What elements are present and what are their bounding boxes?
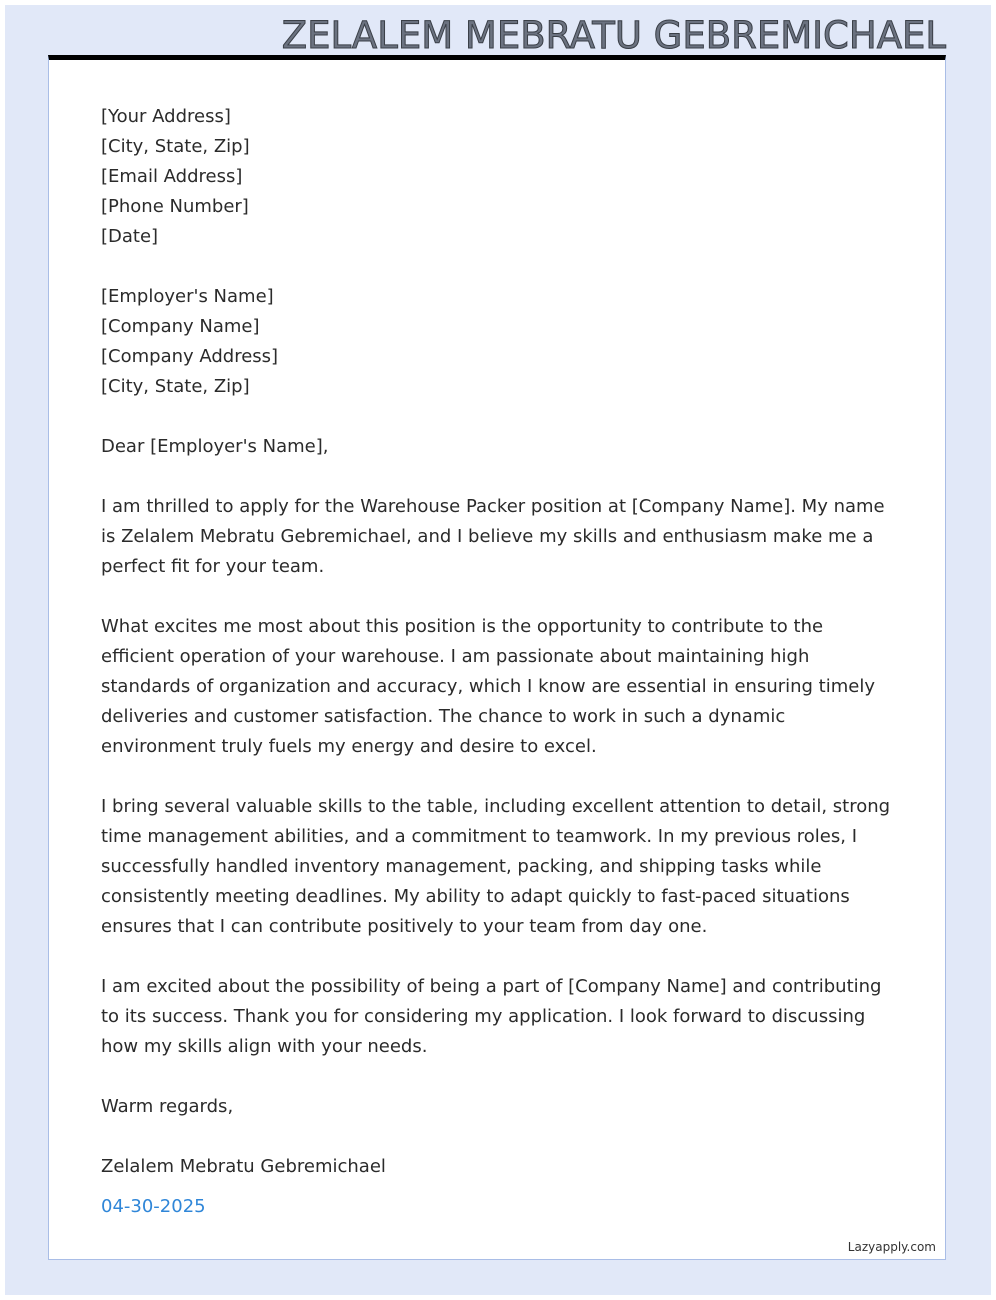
paragraph-intro: I am thrilled to apply for the Warehouse Packer position at [Company Name]. My name is Zelalem Mebratu Gebremichael, and I believe my skills and enthusiasm make me a perfect fit for your team.: [101, 496, 885, 577]
paragraph-skills: I bring several valuable skills to the table, including excellent attention to detail, strong time management abilities, and a commitment to teamwork. In my previous roles, I successfully handled inventory management, packing, and shipping tasks while consistently meeting deadlines. My ability to adapt quickly to fast-paced situations ensures that I can contribute positively to your team from day one.: [101, 796, 891, 937]
signature: Zelalem Mebratu Gebremichael: [101, 1156, 386, 1177]
paragraph-motivation: What excites me most about this position is the opportunity to contribute to the efficient operation of your warehouse. I am passionate about maintaining high standards of organization and accuracy, which I know are essential in ensuring timely deliveries and customer satisfaction. The chance to work in such a dynamic environment truly fuels my energy and desire to excel.: [101, 616, 875, 757]
recipient-company-address: [Company Address]: [101, 346, 279, 367]
signed-date: 04-30-2025: [101, 1196, 206, 1217]
sender-date: [Date]: [101, 226, 159, 247]
sender-city-state-zip: [City, State, Zip]: [101, 136, 250, 157]
recipient-company-name: [Company Name]: [101, 316, 260, 337]
sender-email: [Email Address]: [101, 166, 243, 187]
sender-block: [101, 102, 901, 252]
recipient-city-state-zip: [City, State, Zip]: [101, 376, 250, 397]
recipient-block: [101, 282, 901, 402]
sender-phone: [Phone Number]: [101, 196, 249, 217]
paragraph-closing: I am excited about the possibility of being a part of [Company Name] and contributing to its success. Thank you for considering my application. I look forward to discussing how my skills align with your needs.: [101, 976, 882, 1057]
recipient-employer-name: [Employer's Name]: [101, 286, 274, 307]
closing: Warm regards,: [101, 1096, 234, 1117]
footer-brand: Lazyapply.com: [847, 1240, 936, 1254]
letter-body: [101, 102, 901, 1222]
letter-page: [48, 55, 946, 1260]
salutation: Dear [Employer's Name],: [101, 436, 329, 457]
sender-address: [Your Address]: [101, 106, 231, 127]
header-name: ZELALEM MEBRATU GEBREMICHAEL: [281, 14, 946, 57]
